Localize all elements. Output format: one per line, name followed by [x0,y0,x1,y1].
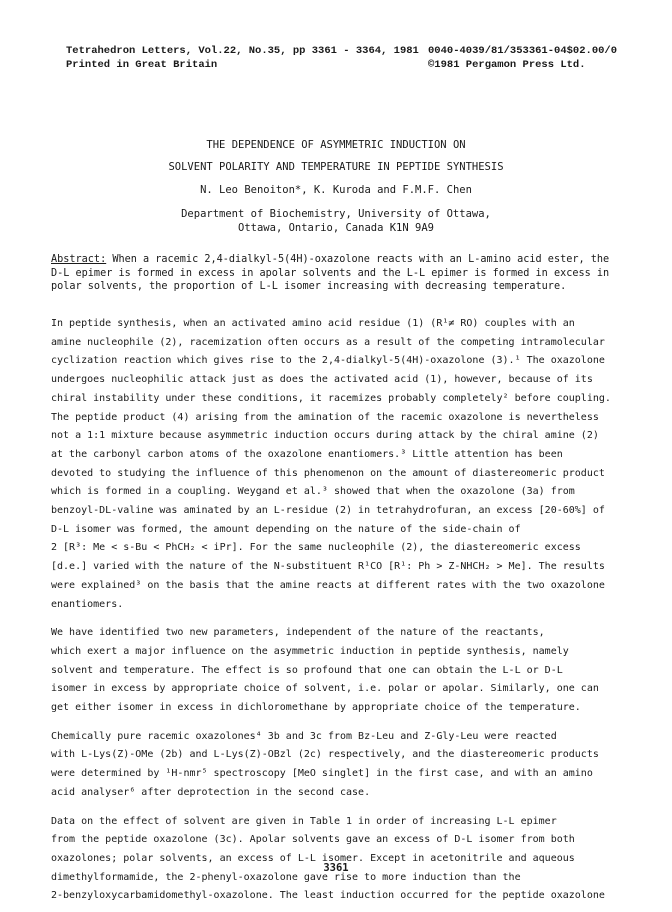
paragraph-line: Chemically pure racemic oxazolones⁴ 3b and 3c from Bz-Leu and Z-Gly-Leu were reacted [51,730,557,742]
paragraph-line: devoted to studying the influence of this phenomenon on the amount of diastereomeric product [51,467,605,479]
abstract-text: When a racemic 2,4-dialkyl-5(4H)-oxazolone reacts with an L-amino acid ester, the [106,254,610,265]
paragraph-line: [d.e.] varied with the nature of the N-substituent R¹CO [R¹: Ph > Z-NHCH₂ > Me]. The results [51,561,605,573]
paragraph-line: 2-benzyloxycarbamidomethyl-oxazolone. The least induction occurred for the peptide oxazolone [51,890,605,902]
article-code: 0040-4039/81/353361-04$02.00/0 [428,45,618,57]
paragraph-line: with L-Lys(Z)-OMe (2b) and L-Lys(Z)-OBzl (2c) respectively, and the diastereomeric products [51,749,599,761]
abstract-label: Abstract: [51,254,107,265]
abstract-line-1 [51,253,621,267]
paragraph [51,624,621,718]
paragraph-line: get either isomer in excess in dichloromethane by appropriate choice of the temperature. [51,702,581,714]
journal-header-left [66,44,419,72]
affiliation-line-2: Ottawa, Ontario, Canada K1N 9A9 [238,222,434,234]
paragraph-line: D-L isomer was formed, the amount depending on the nature of the side-chain of [51,523,521,535]
paragraph [51,813,621,907]
paragraph-gap [51,803,621,813]
copyright-line: ©1981 Pergamon Press Ltd. [428,59,586,71]
paragraph-line: which is formed in a coupling. Weygand et al.³ showed that when the oxazolone (3a) from [51,486,575,498]
journal-citation: Tetrahedron Letters, Vol.22, No.35, pp 3361 - 3364, 1981 [66,45,419,57]
paragraph-gap [51,614,621,624]
body-text [51,315,621,906]
paragraph-line: acid analyser⁶ after deprotection in the second case. [51,786,371,798]
printed-in: Printed in Great Britain [66,59,218,71]
abstract [51,253,621,294]
paragraph-gap [51,718,621,728]
paragraph-line: isomer in excess by appropriate choice of solvent, i.e. polar or apolar. Similarly, one can [51,683,599,695]
title-line-2: SOLVENT POLARITY AND TEMPERATURE IN PEPTIDE SYNTHESIS [168,161,504,173]
paragraph-line: amine nucleophile (2), racemization often occurs as a result of the competing intramolecular [51,336,605,348]
paragraph-line: In peptide synthesis, when an activated amino acid residue (1) (R¹≠ RO) couples with an [51,318,575,329]
paragraph-line: were determined by ¹H-nmr⁵ spectroscopy [MeO singlet] in the first case, and with an amino [51,768,593,780]
paragraph-line: 2 [R³: Me < s-Bu < PhCH₂ < iPr]. For the same nucleophile (2), the diastereomeric excess [51,542,581,554]
paragraph-line: not a 1:1 mixture because asymmetric induction occurs during attack by the chiral amine (2) [51,430,599,442]
paragraph-line: solvent and temperature. The effect is so profound that one can obtain the L-L or D-L [51,664,563,676]
paragraph-line: benzoyl-DL-valine was aminated by an L-residue (2) in tetrahydrofuran, an excess [20-60%] of [51,505,605,517]
paragraph [51,728,621,803]
affiliation-line-1: Department of Biochemistry, University of Ottawa, [181,208,491,220]
paragraph-line: at the carbonyl carbon atoms of the oxazolone enantiomers.³ Little attention has been [51,448,563,460]
paragraph-line: We have identified two new parameters, independent of the nature of the reactants, [51,627,545,639]
paragraph-line: enantiomers. [51,598,124,610]
paragraph-line: were explained³ on the basis that the amine reacts at different rates with the two oxazolone [51,579,605,591]
paragraph-line: The peptide product (4) arising from the amination of the racemic oxazolone is nevertheless [51,411,599,423]
paragraph [51,315,621,614]
paragraph-line: from the peptide oxazolone (3c). Apolar solvents gave an excess of D-L isomer from both [51,834,575,846]
journal-header-right [428,44,617,72]
paragraph-line: dimethylformamide, the 2-phenyl-oxazolone gave rise to more induction than the [51,871,521,883]
paragraph-line: chiral instability under these conditions, it racemizes probably completely² before coupling. [51,392,611,404]
abstract-line-2: D-L epimer is formed in excess in apolar solvents and the L-L epimer is formed in excess in [51,267,610,279]
title-line-1: THE DEPENDENCE OF ASYMMETRIC INDUCTION ON [206,139,466,151]
abstract-line-3: polar solvents, the proportion of L-L isomer increasing with decreasing temperature. [51,281,567,292]
paragraph-line: which exert a major influence on the asymmetric induction in peptide synthesis, namely [51,645,569,657]
paragraph-line: cyclization reaction which gives rise to the 2,4-dialkyl-5(4H)-oxazolone (3).¹ The oxazolone [51,355,605,367]
authors: N. Leo Benoiton*, K. Kuroda and F.M.F. Chen [200,184,472,196]
paragraph-line: Data on the effect of solvent are given in Table 1 in order of increasing L-L epimer [51,815,557,827]
paragraph-line: oxazolones; polar solvents, an excess of L-L isomer. Except in acetonitrile and aqueous [51,852,575,864]
paragraph-line: undergoes nucleophilic attack just as does the activated acid (1), however, because of its [51,374,593,386]
page-number: 3361 [323,862,349,874]
affiliation [0,207,672,235]
